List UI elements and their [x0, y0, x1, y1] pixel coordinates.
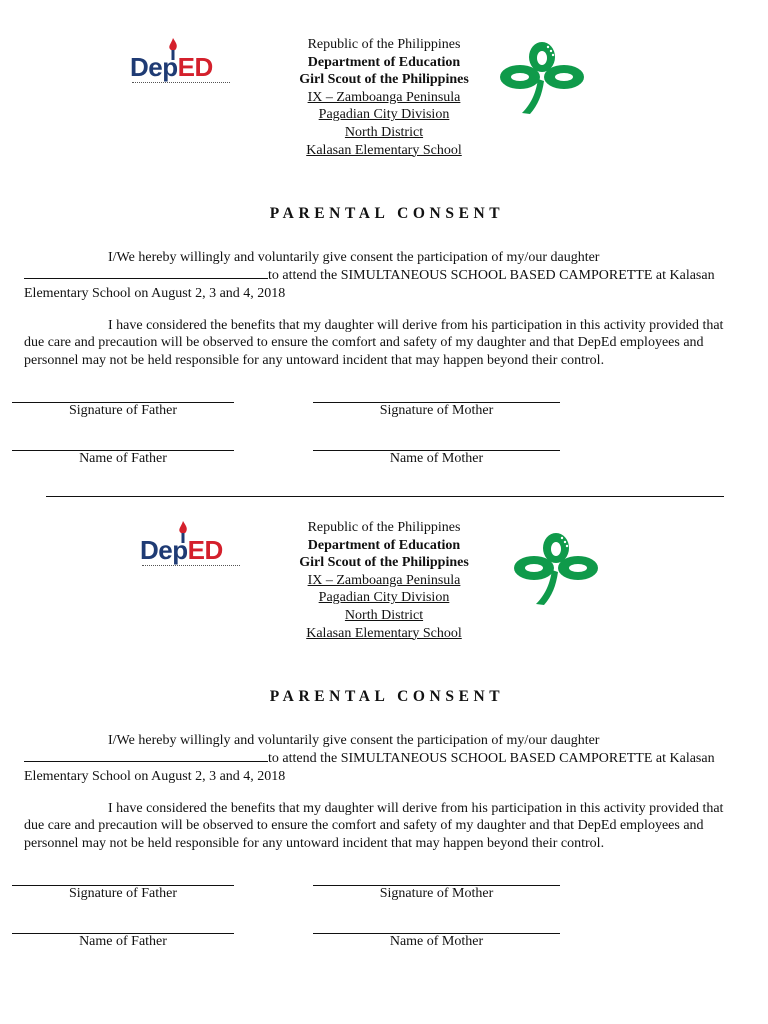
deped-wordmark: DepED	[130, 52, 213, 82]
considerations-paragraph: I have considered the benefits that my daughter will derive from his participation in this activity provided that due care and precaution will be observed to ensure the comfort and safety of my daughter and that DepEd employees and personnel may not be held responsible for any untoward incident that may happen beyond their control.	[24, 318, 724, 368]
girl-scout-trefoil-icon	[496, 37, 588, 115]
mother-signature-label: Signature of Mother	[379, 403, 494, 418]
deped-wordmark: DepED	[140, 535, 223, 565]
header-girl-scout: Girl Scout of the Philippines	[299, 555, 469, 571]
considerations-paragraph: I have considered the benefits that my daughter will derive from his participation in this activity provided that due care and precaution will be observed to ensure the comfort and safety of my daughter and that DepEd employees and personnel may not be held responsible for any untoward incident that may happen beyond their control.	[24, 801, 724, 851]
header-region: IX – Zamboanga Peninsula	[307, 89, 461, 105]
header-district: North District	[344, 124, 424, 140]
daughter-name-blank[interactable]	[24, 266, 268, 279]
letterhead	[234, 36, 534, 159]
father-signature-label: Signature of Father	[68, 403, 178, 418]
daughter-name-blank[interactable]	[24, 749, 268, 762]
header-school: Kalasan Elementary School	[306, 142, 462, 158]
header-department: Department of Education	[307, 537, 461, 553]
consent-paragraph: I/We hereby willingly and voluntarily give consent the participation of my/our daughter to attend the SIMULTANEOUS SCHOOL BASED CAMPORETTE at Kalasan Elementary School on August 2, 3 and 4, 2018	[24, 733, 715, 784]
father-name-label: Name of Father	[79, 934, 167, 949]
girl-scout-trefoil-icon	[510, 528, 602, 606]
deped-logo	[136, 521, 246, 575]
deped-tagline	[142, 565, 240, 568]
header-republic: Republic of the Philippines	[307, 37, 461, 52]
header-region: IX – Zamboanga Peninsula	[307, 572, 461, 588]
form-title: PARENTAL CONSENT	[269, 688, 505, 705]
header-department: Department of Education	[307, 54, 461, 70]
deped-tagline	[132, 82, 230, 85]
consent-form-2	[0, 483, 768, 963]
mother-signature-label: Signature of Mother	[379, 886, 494, 901]
mother-name-label: Name of Mother	[389, 451, 484, 466]
header-division: Pagadian City Division	[318, 590, 450, 606]
father-name-label: Name of Father	[79, 451, 167, 466]
header-republic: Republic of the Philippines	[307, 520, 461, 535]
header-school: Kalasan Elementary School	[306, 625, 462, 641]
header-division: Pagadian City Division	[318, 107, 450, 123]
header-girl-scout: Girl Scout of the Philippines	[299, 72, 469, 88]
mother-name-label: Name of Mother	[389, 934, 484, 949]
consent-form-1	[0, 0, 768, 480]
form-title: PARENTAL CONSENT	[269, 205, 505, 222]
letterhead	[234, 519, 534, 642]
father-signature-label: Signature of Father	[68, 886, 178, 901]
consent-paragraph: I/We hereby willingly and voluntarily give consent the participation of my/our daughter to attend the SIMULTANEOUS SCHOOL BASED CAMPORETTE at Kalasan Elementary School on August 2, 3 and 4, 2018	[24, 250, 715, 301]
deped-logo	[126, 38, 236, 92]
header-district: North District	[344, 607, 424, 623]
